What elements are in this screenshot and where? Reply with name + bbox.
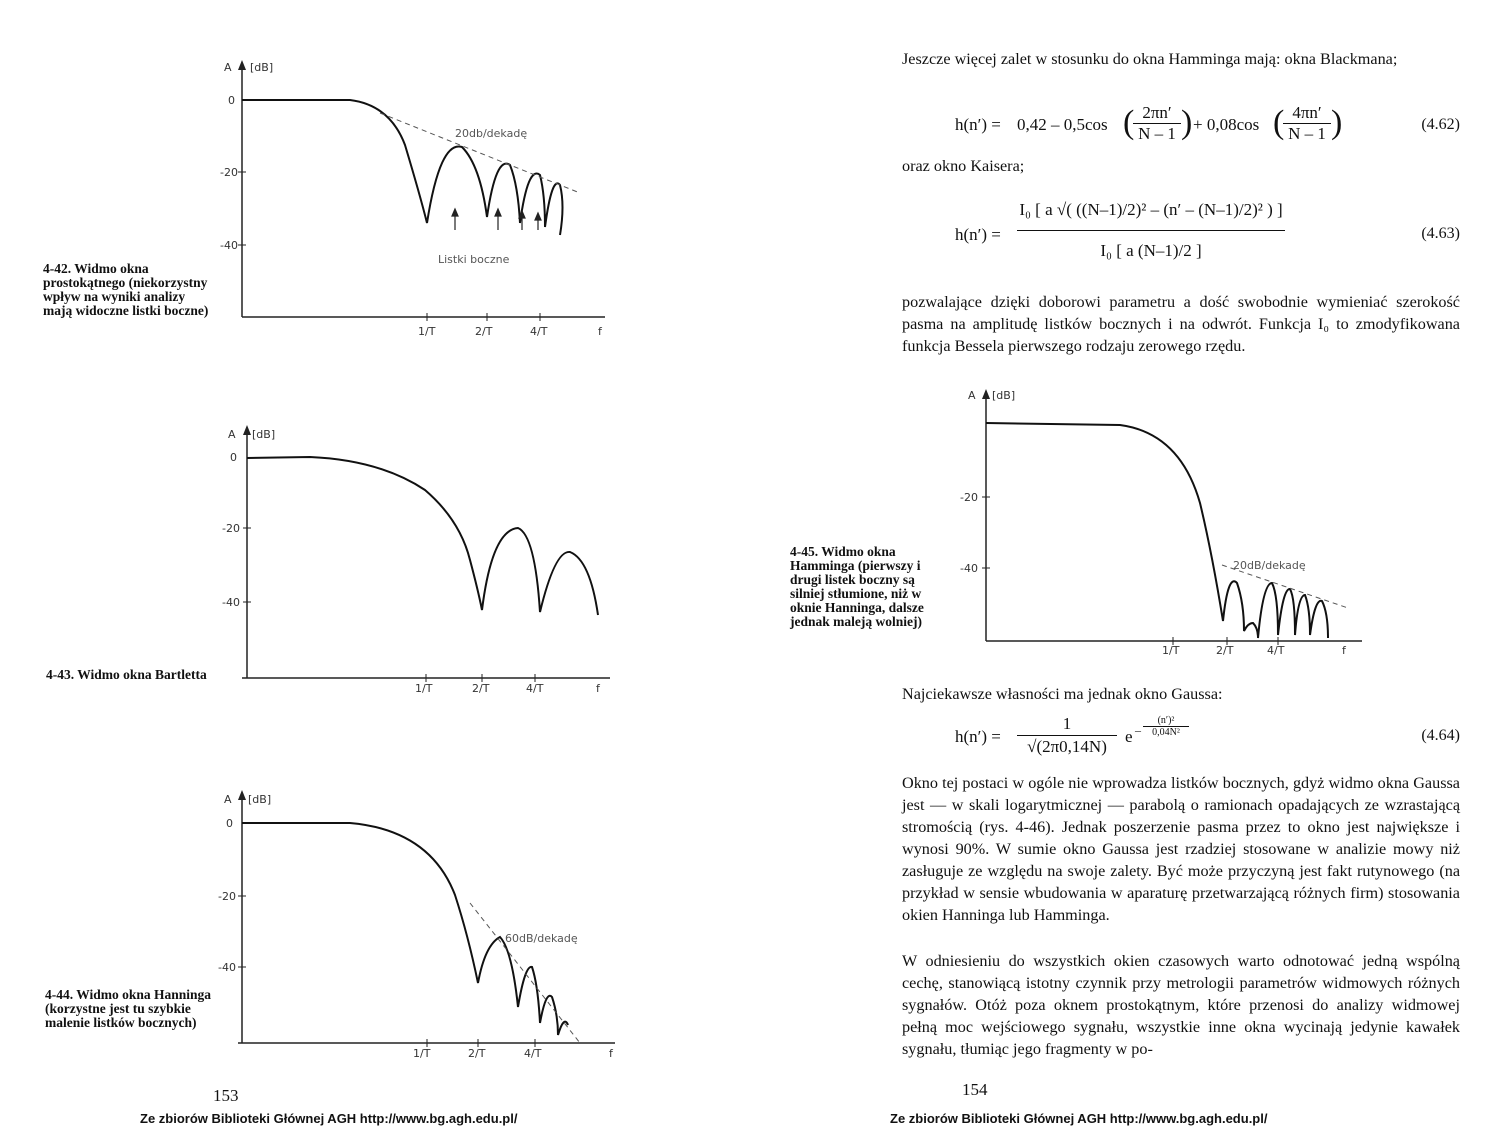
- annotation-listki: Listki boczne: [438, 253, 510, 266]
- right-page-number: 154: [962, 1080, 988, 1099]
- y-tick-20: -20: [220, 166, 238, 179]
- x-tick-2T: 2/T: [1216, 644, 1234, 657]
- eq64-e: e: [1125, 727, 1133, 746]
- figure-4-45-chart: [950, 383, 1370, 663]
- figure-4-44-caption: 4-44. Widmo okna Hanninga (korzystne jest tu szybkie malenie listków bocznych): [45, 987, 212, 1030]
- x-tick-2T: 2/T: [472, 682, 490, 695]
- right-footer: Ze zbiorów Biblioteki Głównej AGH http://www.bg.agh.edu.pl/: [890, 1111, 1268, 1126]
- y-axis-label: A: [224, 793, 232, 806]
- y-tick-20: -20: [218, 890, 236, 903]
- x-tick-1T: 1/T: [1162, 644, 1180, 657]
- figure-4-43-chart: [200, 420, 620, 720]
- x-tick-4T: 4/T: [530, 325, 548, 338]
- eq62-term-a: 0,42 – 0,5cos: [1017, 115, 1108, 134]
- paragraph-3: pozwalające dzięki doborowi parametru a dość swobodnie wymieniać szerokość pasma na amplitudę listków bocznych i na odwrót. Funkcja I₀ to zmodyfikowana funkcja Bessela pierwszego rodzaju zerowego rzędu.: [902, 293, 1460, 355]
- y-axis-unit: [dB]: [252, 428, 276, 441]
- y-axis-unit: [dB]: [992, 389, 1016, 402]
- spectrum-curve: [242, 100, 563, 235]
- figure-4-42-caption: 4-42. Widmo okna prostokątnego (niekorzystny wpływ na wyniki analizy mają widoczne listki boczne): [43, 261, 209, 318]
- annotation-20db: 20db/dekadę: [455, 127, 528, 140]
- y-tick-20: -20: [960, 491, 978, 504]
- eq62-term-b: + 0,08cos: [1193, 115, 1260, 134]
- y-axis-label: A: [968, 389, 976, 402]
- eq64-number: (4.64): [1421, 727, 1460, 744]
- figure-4-43-caption: 4-43. Widmo okna Bartletta: [46, 667, 207, 682]
- y-tick-40: -40: [220, 239, 238, 252]
- paragraph-5: Okno tej postaci w ogóle nie wprowadza listków bocznych, gdyż widmo okna Gaussa jest — w skali logarytmicznej — parabolą o ramionach opadających ze wzrastającą stromością (rys. 4-46). Jednak poszerzenie pasma przez to okno jest największe i wynosi 90%. W sumie okno Gaussa jest rzadziej stosowane w analizie mowy niż zasługuje ze względu na swoje zalety. Być może przyczyną jest fakt rutynowego (na przykład w sensie wbudowania w aparaturę przetwarzającą różnych firm) stosowania okien Hanninga lub Hamminga.: [902, 774, 1460, 924]
- y-axis-unit: [dB]: [248, 793, 272, 806]
- paragraph-6: W odniesieniu do wszystkich okien czasowych warto odnotować jedną wspólną cechę, stanowiącą istotny czynnik przy metrologii parametrów widmowych różnych sygnałów. Otóż poza oknem prostokątnym, które przenosi do analizy widmowej pełną moc wejściowego sygnału, wszystkie inne okna wycinają jedynie kawałek sygnału, tłumiąc jego fragmenty w po-: [902, 952, 1460, 1058]
- eq62-den2: N – 1: [1288, 124, 1326, 143]
- x-tick-f: f: [1342, 644, 1346, 657]
- spectrum-curve: [242, 823, 568, 1035]
- x-tick-f: f: [596, 682, 600, 695]
- equation-4-64: h(n′) = $\frac{1}{√(2\pi 0,14N)}$ e – $\frac{\text{(n′)²}}{\text{0,04N²}}$ (4.64): [955, 714, 1460, 756]
- y-tick-40: -40: [218, 961, 236, 974]
- eq62-number: (4.62): [1421, 116, 1460, 133]
- annotation-60db: 60dB/dekadę: [505, 932, 578, 945]
- x-tick-1T: 1/T: [415, 682, 433, 695]
- x-tick-2T: 2/T: [468, 1047, 486, 1060]
- eq64-exp-num: (n′)²: [1143, 715, 1189, 727]
- x-tick-f: f: [598, 325, 602, 338]
- eq64-lhs: h(n′) =: [955, 727, 1001, 746]
- eq62-num2: 4πn′: [1283, 103, 1331, 124]
- paragraph-2: oraz okno Kaisera;: [902, 157, 1025, 175]
- eq62-num1: 2πn′: [1133, 103, 1181, 124]
- x-tick-2T: 2/T: [475, 325, 493, 338]
- annotation-20db: 20dB/dekadę: [1233, 559, 1306, 572]
- spectrum-curve: [247, 457, 598, 615]
- y-tick-40: -40: [960, 562, 978, 575]
- eq63-denominator: I₀ [ a (N–1)/2 ]: [1100, 241, 1202, 260]
- eq62-den1: N – 1: [1138, 124, 1176, 143]
- x-tick-f: f: [609, 1047, 613, 1060]
- eq63-lhs: h(n′) =: [955, 225, 1001, 244]
- figure-4-42-chart: [200, 55, 620, 355]
- left-page-number: 153: [213, 1086, 239, 1105]
- y-tick-0: 0: [230, 451, 237, 464]
- y-axis-label: A: [224, 61, 232, 74]
- eq64-exp-den: 0,04N²: [1152, 727, 1180, 738]
- eq63-numerator: I₀ [ a √( ((N–1)/2)² – (n′ – (N–1)/2)² ) ]: [1017, 190, 1285, 231]
- eq64-num: 1: [1017, 713, 1117, 736]
- paragraph-1: Jeszcze więcej zalet w stosunku do okna Hamminga mają: okna Blackmana;: [902, 50, 1398, 68]
- paragraph-4: Najciekawsze własności ma jednak okno Gaussa:: [902, 685, 1223, 703]
- figure-4-44-chart: [200, 785, 620, 1075]
- equation-4-63: [955, 190, 1460, 285]
- figure-4-45-caption: 4-45. Widmo okna Hamminga (pierwszy i drugi listek boczny są silniej stłumione, niż w oknie Hanninga, dalsze jednak maleją wolniej): [790, 544, 924, 629]
- x-tick-4T: 4/T: [1267, 644, 1285, 657]
- equation-4-62: h(n′) = 0,42 – 0,5cos ( 2πn′ N – 1 ) + 0,08cos ( 4πn′ N – 1 ) (4.62): [955, 103, 1460, 143]
- x-tick-4T: 4/T: [526, 682, 544, 695]
- x-tick-1T: 1/T: [413, 1047, 431, 1060]
- x-tick-1T: 1/T: [418, 325, 436, 338]
- y-tick-0: 0: [228, 94, 235, 107]
- eq62-lhs: h(n′) =: [955, 115, 1001, 134]
- y-axis-label: A: [228, 428, 236, 441]
- y-tick-20: -20: [222, 522, 240, 535]
- eq63-number: (4.63): [1421, 225, 1460, 242]
- x-tick-4T: 4/T: [524, 1047, 542, 1060]
- y-tick-40: -40: [222, 596, 240, 609]
- eq64-den: √(2π0,14N): [1027, 737, 1107, 756]
- y-axis-unit: [dB]: [250, 61, 274, 74]
- spectrum-curve: [986, 423, 1328, 638]
- y-tick-0: 0: [226, 817, 233, 830]
- left-footer: Ze zbiorów Biblioteki Głównej AGH http://www.bg.agh.edu.pl/: [140, 1111, 518, 1126]
